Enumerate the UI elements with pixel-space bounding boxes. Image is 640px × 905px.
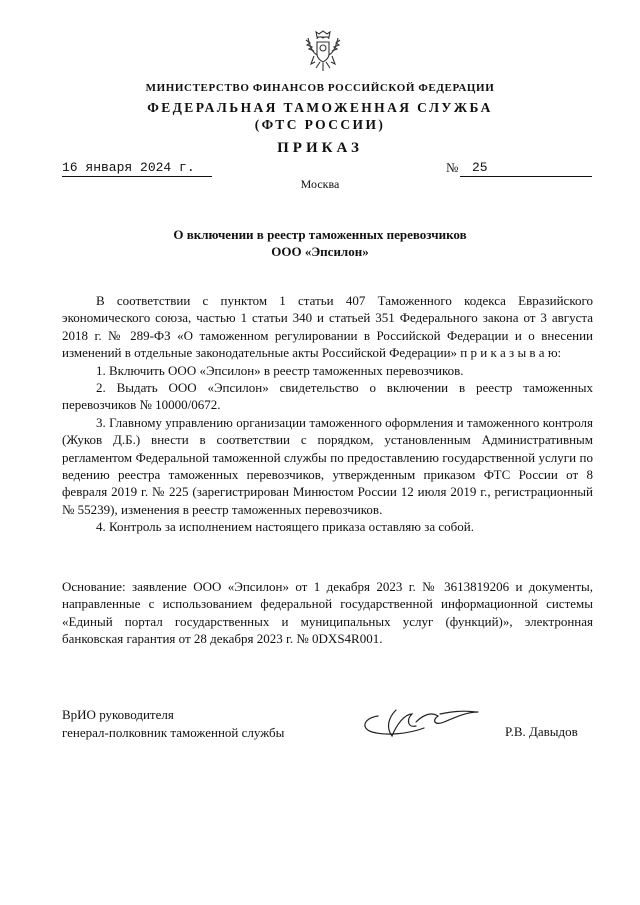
document-date: 16 января 2024 г. [62,160,212,177]
document-body [62,292,593,536]
document-type: ПРИКАЗ [277,140,363,156]
order-item-4: 4. Контроль за исполнением настоящего приказа оставляю за собой. [96,519,474,535]
order-item-3: 3. Главному управлению организации таможенного оформления и таможенного контроля (Жуков Д.Б.) внести в соответствии с порядком, установленным Административным регламентом Федеральной таможенной службы по предоставлению государственной услуги по ведению реестра таможенных перевозчиков, утвержденным приказом ФТС России от 8 февраля 2019 г. № 225 (зарегистрирован Минюстом России 12 июля 2019 г., регистрационный № 55239), изменения в реестр таможенных перевозчиков. [62,414,593,517]
number-sign: № [446,160,459,175]
document-subject [0,226,640,260]
signatory-position [62,706,284,742]
subject-line-1: О включении в реестр таможенных перевозчиков [173,227,467,242]
russian-coat-of-arms-icon [302,28,344,74]
service-name: ФЕДЕРАЛЬНАЯ ТАМОЖЕННАЯ СЛУЖБА [147,100,493,115]
document-city: Москва [300,177,340,191]
subject-line-2: ООО «Эпсилон» [271,244,369,259]
document-number-field [446,160,592,176]
handwritten-signature-icon [356,702,496,744]
order-item-1: 1. Включить ООО «Эпсилон» в реестр таможенных перевозчиков. [96,362,464,378]
position-line-2: генерал-полковник таможенной службы [62,725,285,740]
service-short-name: (ФТС РОССИИ) [254,117,386,132]
position-line-1: ВрИО руководителя [62,707,174,722]
signatory-name: Р.В. Давыдов [505,724,578,739]
preamble-paragraph: В соответствии с пунктом 1 статьи 407 Таможенного кодекса Евразийского экономического союза, частью 1 статьи 340 и статьей 351 Федерального закона от 3 августа 2018 г. № 289-ФЗ «О таможенном регулировании в Российской Федерации и о внесении изменений в отдельные законодательные акты Российской Федерации» п р и к а з ы в а ю: [62,293,593,361]
basis-paragraph: Основание: заявление ООО «Эпсилон» от 1 декабря 2023 г. № 3613819206 и документы, направленные с использованием федеральной государственной информационной системы «Единый портал государственных и муниципальных услуг (функций)», электронная банковская гарантия от 28 декабря 2023 г. № 0DXS4R001. [62,579,593,647]
ministry-name: МИНИСТЕРСТВО ФИНАНСОВ РОССИЙСКОЙ ФЕДЕРАЦИИ [145,82,495,94]
basis-section [62,578,593,648]
document-number: 25 [460,160,592,177]
order-item-2: 2. Выдать ООО «Эпсилон» свидетельство о включении в реестр таможенных перевозчиков № 10000/0672. [62,380,593,413]
